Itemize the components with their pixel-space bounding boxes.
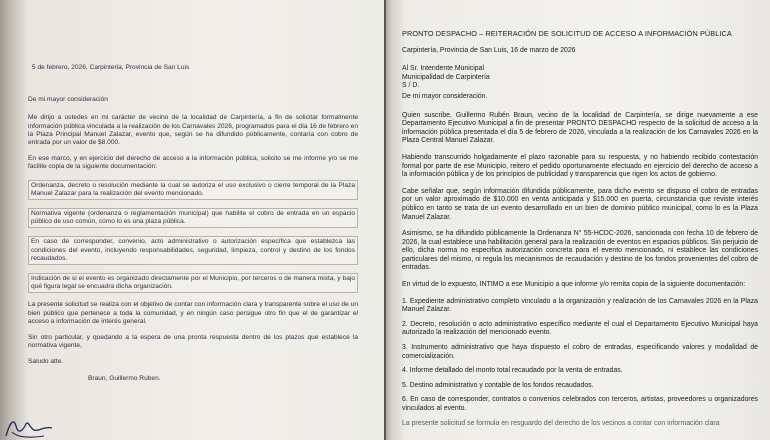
left-requested-item: Normativa vigente (ordenanza o reglamentación municipal) que habilite el cobro de entrada en un espacio público de uso común, como lo es una plaza pública. bbox=[28, 208, 358, 228]
right-paragraph: Habiendo transcurrido holgadamente el plazo razonable para su respuesta, y no habiendo recibido contestación formal por parte de ese Municipio, reitero el pedido oportunamente efectuado en ejercicio del derecho de acceso a la información pública y de los principios de publicidad y transparencia que rigen los actos de gobierno. bbox=[402, 153, 758, 179]
left-date-line: 5 de febrero, 2026, Carpinteria, Provincia de San Luis bbox=[32, 64, 190, 71]
left-paragraph: Me dirijo a ustedes en mi carácter de vecino de la localidad de Carpintería, a fin de solicitar formalmente información pública vinculada a la realización de los Carnavales 2026, programados para el día 16 de febrero en la Plaza Principal Manuel Zalazar, evento que, según se ha difundido públicamente, contaría con cobro de entrada por un valor de $8.000. bbox=[28, 114, 358, 147]
right-addressee bbox=[402, 65, 758, 91]
left-paragraph: En ese marco, y en ejercicio del derecho de acceso a la información pública, solicito se me informe y/o se me facilite copia de la siguiente documentación: bbox=[28, 155, 358, 171]
right-paragraph: Asimismo, se ha difundido públicamente la Ordenanza N° 55-HCDC-2026, sancionada con fecha 10 de febrero de 2026, la cual establece una habilitación general para la realización de eventos en espacios públicos. Sin perjuicio de ello, dicha norma no especifica autorización concreta para el evento mencionado, ni establece las condiciones particulares del mismo, ni regula los mecanismos de recaudación y destino de los fondos provenientes del cobro de entradas. bbox=[402, 230, 758, 272]
right-list-item: 6. En caso de corresponder, contratos o convenios celebrados con terceros, artistas, proveedores u organizadores vinculados al evento. bbox=[402, 396, 758, 412]
left-letter-photo bbox=[0, 0, 384, 440]
right-greeting: De mi mayor consideración. bbox=[402, 92, 488, 100]
left-requested-item: Ordenanza, decreto o resolución mediante la cual se autoriza el uso exclusivo o cierre temporal de la Plaza Manuel Zalazar para la realización del evento mencionado. bbox=[28, 180, 358, 200]
addressee-line: Municipalidad de Carpintería bbox=[402, 73, 490, 81]
right-list-item: 3. Instrumento administrativo que haya dispuesto el cobro de entradas, especificando valores y modalidad de comercialización. bbox=[402, 344, 758, 360]
left-signer-name: Braun, Guillermo Ruben. bbox=[88, 374, 161, 382]
right-list-item: 2. Decreto, resolución o acto administrativo específico mediante el cual el Departamento Ejecutivo Municipal haya autorizado la realización del mencionado evento. bbox=[402, 320, 758, 337]
right-list-item: 1. Expediente administrativo completo vinculado a la organización y realización de los Carnavales 2026 en la Plaza Manuel Zalazar. bbox=[402, 297, 758, 314]
right-list-item: 4. Informe detallado del monto total recaudado por la venta de entradas. bbox=[402, 367, 623, 375]
handwritten-signature bbox=[0, 412, 70, 440]
right-paragraph: Quien suscribe, Guillermo Rubén Braun, vecino de la localidad de Carpintería, se dirige nuevamente a ese Departamento Ejecutivo Municipal a fin de presentar PRONTO DESPACHO respecto de la solicitud de acceso a la información pública presentada el día 5 de febrero de 2026, vinculada a la realización de los Carnavales 2026 en la Plaza Central Manuel Zalazar. bbox=[402, 111, 758, 145]
right-paragraph: Cabe señalar que, según información difundida públicamente, para dicho evento se dispuso el cobro de entradas por un valor aproximado de $10.000 en venta anticipada y $15.000 en puerta, circunstancia que reviste interés público en tanto se trata de un evento desarrollado en un bien de dominio público municipal, como lo es la Plaza Manuel Zalazar. bbox=[402, 187, 758, 221]
left-closing-paragraph: Sin otro particular, y quedando a la espera de una pronta respuesta dentro de los plazos que establece la normativa vigente, bbox=[28, 334, 358, 350]
right-paragraph: En virtud de lo expuesto, INTIMO a ese Municipio a que informe y/o remita copia de la siguiente documentación: bbox=[402, 281, 746, 289]
right-list-item: 5. Destino administrativo y contable de los fondos recaudados. bbox=[402, 381, 594, 389]
right-place-date: Carpintería, Provincia de San Luis, 16 de marzo de 2026 bbox=[402, 46, 576, 54]
right-letter-title: PRONTO DESPACHO – REITERACIÓN DE SOLICITUD DE ACCESO A INFORMACIÓN PÚBLICA bbox=[402, 29, 732, 38]
left-requested-item: En caso de corresponder, convenio, acto administrativo o autorización específica que establezca las condiciones del evento, incluyendo responsabilidades, seguridad, limpieza, control y destino de los fondos recaudados. bbox=[28, 236, 358, 265]
right-letter-photo bbox=[386, 0, 770, 440]
left-closing-paragraph: La presente solicitud se realiza con el objetivo de contar con información clara y transparente sobre el uso de un bien público que pertenece a toda la comunidad, y en ningún caso persigue otro fin que el de garantizar el acceso a información de interés general. bbox=[28, 301, 358, 325]
right-cut-off-line: La presente solicitud se formula en resguardo del derecho de los vecinos a contar con información clara bbox=[402, 419, 720, 427]
left-letter-body bbox=[28, 64, 358, 383]
left-requested-item: Indicación de si el evento es organizado directamente por el Municipio, por terceros o de manera mixta, y bajo qué figura legal se encuadra dicha organización. bbox=[28, 273, 358, 293]
left-greeting: De mi mayor consideración bbox=[28, 96, 108, 104]
right-letter-body bbox=[402, 30, 758, 428]
addressee-line: S / D. bbox=[402, 82, 420, 90]
left-salute: Saludo atte. bbox=[28, 358, 64, 366]
addressee-line: Al Sr. Intendente Municipal bbox=[402, 65, 484, 73]
